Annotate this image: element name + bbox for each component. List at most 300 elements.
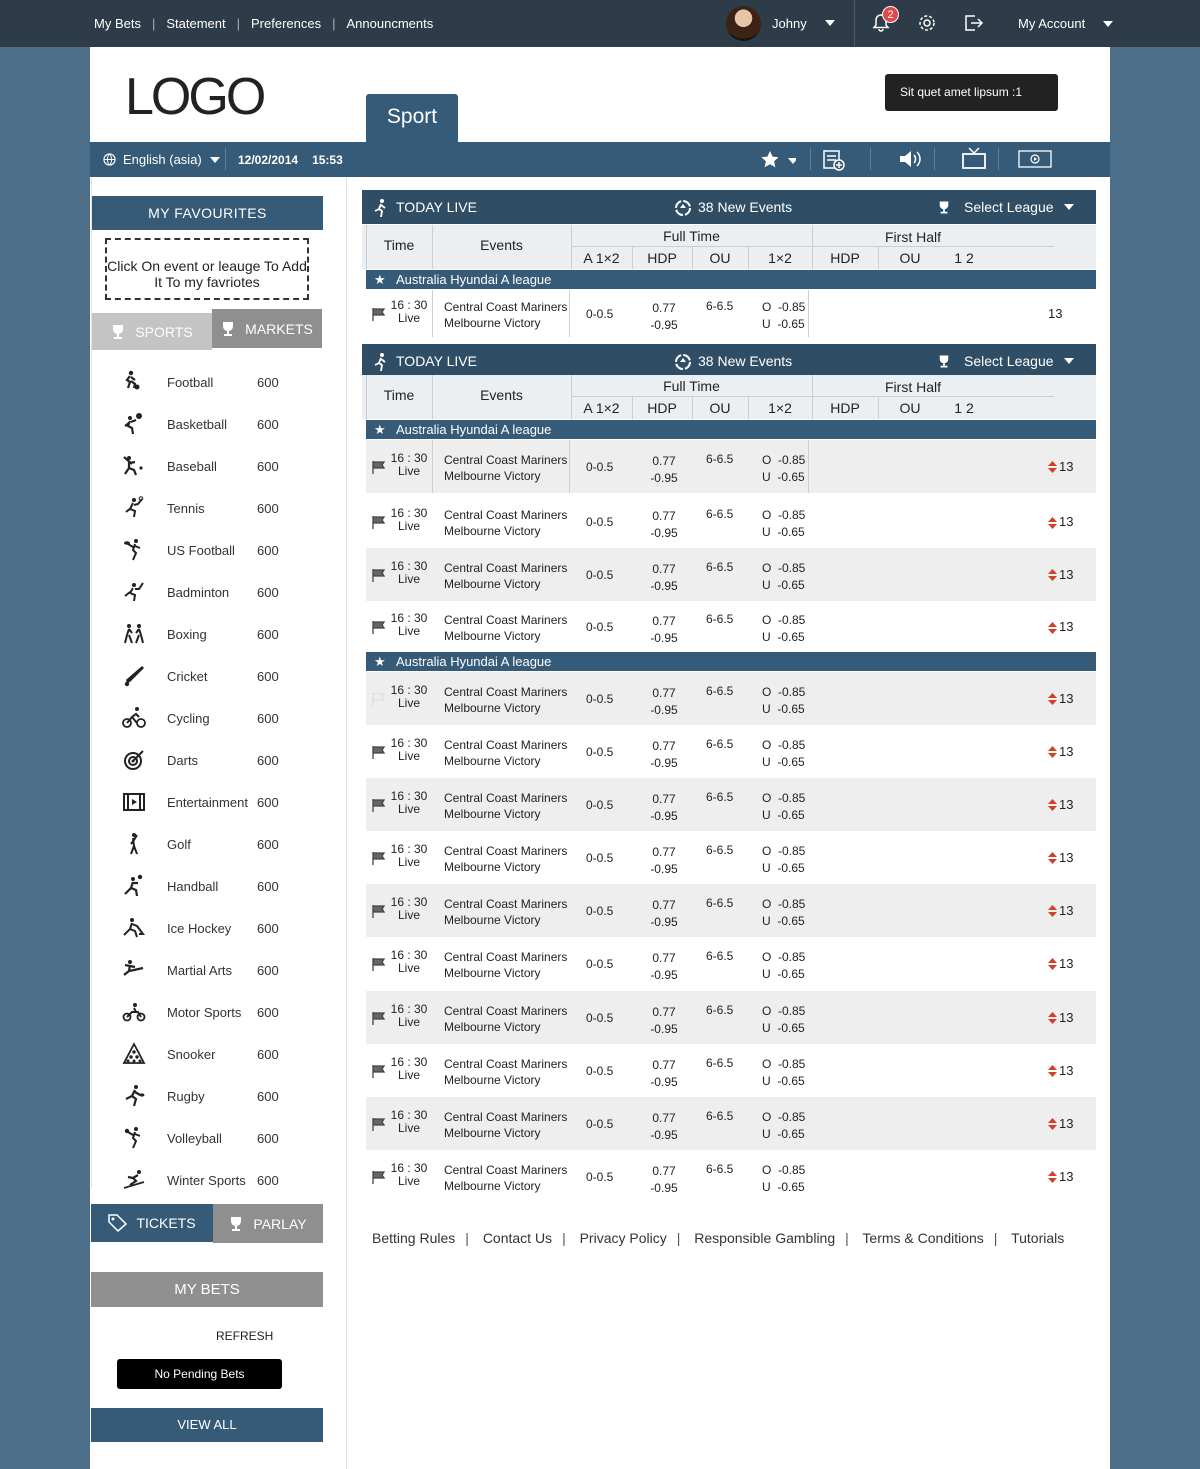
match-time	[390, 1003, 428, 1029]
under-odds[interactable]: U -0.65	[762, 1073, 805, 1088]
sidebar-item-badminton[interactable]	[121, 571, 311, 613]
sport-name: US Football	[167, 542, 235, 558]
odds-top[interactable]: 0.77	[652, 1004, 676, 1019]
pitch-icon[interactable]	[372, 1010, 386, 1026]
kickoff-time: 16 : 30	[390, 450, 428, 465]
odds-top[interactable]: 0.77	[652, 300, 676, 315]
pitch-icon[interactable]	[372, 797, 386, 813]
odds-bottom[interactable]: -0.95	[650, 702, 678, 717]
ou-odds[interactable]	[762, 684, 805, 718]
sidebar-item-entertainment[interactable]	[121, 781, 311, 823]
ou-line: 6-6.5	[706, 683, 734, 698]
odds-bottom[interactable]: -0.95	[650, 914, 678, 929]
over-odds[interactable]: O -0.85	[762, 299, 806, 314]
match-teams[interactable]	[444, 299, 567, 331]
more-markets[interactable]	[1048, 903, 1073, 918]
footer-responsible-gambling[interactable]: Responsible Gambling	[694, 1230, 836, 1246]
sidebar-item-us-football[interactable]	[121, 529, 311, 571]
table-row[interactable]	[366, 290, 1096, 337]
match-time	[390, 737, 428, 763]
more-markets[interactable]	[1048, 850, 1073, 865]
odds-top[interactable]: 0.77	[652, 1110, 676, 1125]
sport-name: Martial Arts	[167, 962, 233, 978]
ou-odds[interactable]	[762, 1109, 805, 1143]
more-markets-count: 13	[1059, 1168, 1074, 1184]
pitch-icon[interactable]	[372, 1169, 386, 1185]
over-odds[interactable]: O -0.85	[762, 1056, 806, 1071]
motor-sports-icon	[121, 999, 147, 1025]
volleyball-icon	[121, 1125, 147, 1151]
sidebar-item-snooker[interactable]	[121, 1033, 311, 1075]
nav-announcements[interactable]: Announcments	[346, 16, 434, 31]
over-odds[interactable]: O -0.85	[762, 508, 806, 522]
match-time	[390, 949, 428, 975]
hdp-odds[interactable]	[642, 950, 686, 984]
footer-contact-us[interactable]: Contact Us	[482, 1230, 553, 1246]
odds-bottom[interactable]: -0.95	[650, 317, 678, 332]
hdp-odds[interactable]	[642, 613, 686, 647]
table-row[interactable]	[366, 1097, 1096, 1150]
odds-table-header	[362, 375, 1096, 419]
tab-sports-label: SPORTS	[135, 323, 193, 340]
odds-top[interactable]: 0.77	[652, 791, 676, 806]
sidebar-item-baseball[interactable]	[121, 445, 311, 487]
favorites-star-icon[interactable]	[760, 150, 796, 170]
sport-name: Entertainment	[167, 794, 248, 810]
match-teams[interactable]	[444, 1109, 567, 1141]
footer-privacy-policy[interactable]: Privacy Policy	[579, 1230, 667, 1246]
more-markets[interactable]	[1048, 956, 1073, 971]
sport-count: 600	[257, 1130, 279, 1146]
match-teams[interactable]	[444, 1003, 567, 1035]
hdp-odds[interactable]	[642, 791, 686, 825]
odds-top[interactable]: 0.77	[652, 614, 676, 628]
match-teams[interactable]	[444, 790, 567, 822]
match-teams[interactable]	[444, 1056, 567, 1088]
league-header[interactable]	[366, 652, 1096, 671]
gear-icon[interactable]	[916, 12, 938, 34]
over-odds[interactable]: O -0.85	[762, 896, 806, 911]
ou-odds[interactable]	[762, 299, 805, 333]
more-markets[interactable]	[1048, 691, 1073, 706]
today-live-bar	[362, 190, 1096, 224]
over-odds[interactable]: O -0.85	[762, 1109, 806, 1124]
odds-change-icon	[1048, 958, 1057, 970]
grid-line	[808, 440, 809, 493]
main-panel	[90, 47, 1110, 1469]
hdp-odds[interactable]	[642, 561, 686, 595]
odds-bottom[interactable]: -0.95	[650, 578, 678, 593]
odds-bottom[interactable]: -0.95	[650, 1021, 678, 1036]
hdp-odds[interactable]	[642, 1163, 686, 1197]
table-row[interactable]	[366, 991, 1096, 1044]
col-sub-header: OU	[899, 400, 921, 416]
odds-change-icon	[1048, 569, 1057, 581]
navbar-divider	[225, 148, 226, 170]
nav-preferences[interactable]: Preferences	[251, 16, 322, 31]
basketball-icon	[121, 411, 147, 437]
col-sub-header: OU	[709, 250, 731, 266]
pitch-icon[interactable]	[372, 619, 386, 635]
more-markets[interactable]	[1048, 514, 1073, 529]
star-icon[interactable]: ★	[374, 422, 386, 437]
star-icon[interactable]: ★	[374, 654, 386, 669]
odds-bottom[interactable]: -0.95	[650, 755, 678, 770]
under-odds[interactable]: U -0.65	[762, 807, 805, 822]
user-menu[interactable]	[726, 5, 835, 41]
handball-icon	[121, 873, 147, 899]
league-header[interactable]	[366, 420, 1096, 439]
footer-betting-rules[interactable]: Betting Rules	[372, 1230, 456, 1246]
sport-count: 600	[257, 1046, 279, 1062]
ou-odds[interactable]	[762, 507, 805, 541]
match-teams[interactable]	[444, 612, 567, 644]
us-football-icon	[121, 537, 147, 563]
navbar-divider	[934, 148, 935, 170]
odds-bottom[interactable]: -0.95	[650, 470, 678, 485]
over-odds[interactable]: O -0.85	[762, 560, 806, 575]
odds-bottom[interactable]: -0.95	[650, 631, 678, 645]
hdp-odds[interactable]	[642, 844, 686, 878]
hdp-odds[interactable]	[642, 738, 686, 772]
pitch-icon[interactable]	[372, 459, 386, 475]
ou-odds[interactable]	[762, 1162, 805, 1196]
tab-parlay[interactable]	[213, 1204, 323, 1243]
table-row[interactable]	[366, 601, 1096, 653]
odds-top[interactable]: 0.77	[652, 561, 676, 576]
odds-top[interactable]: 0.77	[652, 844, 676, 859]
live-stream-icon[interactable]	[1018, 150, 1052, 170]
more-markets[interactable]	[1048, 1010, 1073, 1025]
sport-name: Basketball	[167, 416, 227, 432]
col-full-time: Full Time	[663, 378, 720, 394]
match-teams[interactable]	[444, 843, 567, 875]
pitch-icon[interactable]	[372, 1063, 386, 1079]
hdp-line: 0-0.5	[586, 1169, 614, 1184]
under-odds[interactable]: U -0.65	[762, 913, 805, 928]
odds-top[interactable]: 0.77	[652, 897, 676, 912]
footer-tutorials[interactable]: Tutorials	[1011, 1230, 1065, 1246]
tab-sport[interactable]: Sport	[366, 94, 458, 143]
more-markets[interactable]	[1048, 1169, 1073, 1184]
col-events: Events	[480, 237, 523, 253]
hdp-odds[interactable]	[642, 897, 686, 931]
table-row[interactable]	[366, 548, 1096, 601]
home-team: Central Coast Mariners	[444, 299, 568, 314]
more-markets[interactable]	[1048, 744, 1073, 759]
ou-odds[interactable]	[762, 790, 805, 824]
under-odds[interactable]: U -0.65	[762, 1020, 805, 1035]
view-all-button[interactable]: VIEW ALL	[91, 1408, 323, 1442]
nav-my-bets[interactable]: My Bets	[94, 16, 141, 31]
martial-arts-icon	[121, 957, 147, 983]
table-row[interactable]	[366, 1044, 1096, 1097]
ou-odds[interactable]	[762, 1056, 805, 1090]
recycle-icon	[674, 199, 692, 217]
table-row[interactable]	[366, 884, 1096, 937]
over-odds[interactable]: O -0.85	[762, 1162, 806, 1177]
sidebar-item-winter-sports[interactable]	[121, 1159, 311, 1201]
table-row[interactable]	[366, 440, 1096, 493]
globe-icon	[103, 153, 116, 166]
under-odds[interactable]: U -0.65	[762, 1179, 805, 1194]
over-odds[interactable]: O -0.85	[762, 843, 806, 858]
table-row[interactable]	[366, 937, 1096, 990]
my-account-menu[interactable]	[1018, 0, 1113, 47]
match-status: Live	[397, 463, 420, 478]
pitch-icon[interactable]	[372, 744, 386, 760]
sidebar-item-boxing[interactable]	[121, 613, 311, 655]
over-odds[interactable]: O -0.85	[762, 684, 806, 699]
sport-count: 600	[257, 668, 279, 684]
select-league-dropdown[interactable]	[938, 190, 1078, 224]
hdp-odds[interactable]	[642, 1057, 686, 1091]
odds-change-icon	[1048, 1171, 1057, 1183]
table-row[interactable]	[366, 496, 1096, 548]
more-markets[interactable]	[1048, 1063, 1073, 1078]
entertainment-icon	[121, 789, 147, 815]
sport-name: Cycling	[167, 710, 210, 726]
sidebar-item-tennis[interactable]	[121, 487, 311, 529]
away-team: Melbourne Victory	[444, 859, 541, 874]
table-row[interactable]	[366, 725, 1096, 778]
kickoff-time: 16 : 30	[390, 788, 428, 803]
odds-bottom[interactable]: -0.95	[650, 967, 678, 982]
ou-odds[interactable]	[762, 843, 805, 877]
over-odds[interactable]: O -0.85	[762, 949, 806, 964]
under-odds[interactable]: U -0.65	[762, 754, 805, 769]
over-odds[interactable]: O -0.85	[762, 790, 806, 805]
hdp-odds[interactable]	[642, 685, 686, 719]
under-odds[interactable]: U -0.65	[762, 577, 805, 592]
pitch-icon[interactable]	[372, 956, 386, 972]
ou-odds[interactable]	[762, 612, 805, 646]
ou-odds[interactable]	[762, 452, 805, 486]
language-select[interactable]	[103, 142, 220, 177]
pitch-icon[interactable]	[372, 567, 386, 583]
match-teams[interactable]	[444, 949, 567, 981]
tab-markets[interactable]	[212, 309, 322, 348]
under-odds[interactable]: U -0.65	[762, 316, 805, 331]
sidebar-item-football[interactable]	[121, 361, 311, 403]
betslip-add-icon[interactable]	[822, 148, 846, 172]
sidebar-item-rugby[interactable]	[121, 1075, 311, 1117]
odds-bottom[interactable]: -0.95	[650, 1074, 678, 1089]
over-odds[interactable]: O -0.85	[762, 613, 806, 627]
logo[interactable]: LOGO	[125, 68, 264, 126]
more-markets[interactable]	[1048, 797, 1073, 812]
more-markets-count: 13	[1048, 305, 1063, 321]
away-team: Melbourne Victory	[444, 912, 541, 927]
pitch-icon[interactable]	[372, 903, 386, 919]
over-odds[interactable]: O -0.85	[762, 1003, 806, 1018]
league-header[interactable]	[366, 270, 1096, 289]
new-events-count[interactable]: 38 New Events	[698, 353, 793, 369]
sport-name: Winter Sports	[167, 1172, 246, 1188]
match-status: Live	[397, 748, 420, 763]
chevron-down-icon	[1103, 21, 1113, 27]
sport-count: 600	[257, 1172, 279, 1188]
odds-top[interactable]: 0.77	[652, 738, 676, 753]
odds-table-header	[362, 225, 1096, 269]
pitch-icon[interactable]	[372, 514, 386, 530]
away-team: Melbourne Victory	[444, 1019, 541, 1034]
ou-line: 6-6.5	[706, 559, 734, 574]
odds-bottom[interactable]: -0.95	[650, 808, 678, 823]
footer-links: Betting Rules | Contact Us | Privacy Policy | Responsible Gambling | Terms & Conditions | Tutorials	[372, 1230, 1065, 1246]
trophy-icon	[938, 354, 950, 369]
odds-bottom[interactable]: -0.95	[650, 1127, 678, 1142]
odds-change-icon	[1048, 1118, 1057, 1130]
col-first-half: First Half	[885, 379, 941, 395]
home-team: Central Coast Mariners	[444, 560, 568, 575]
match-teams[interactable]	[444, 560, 567, 592]
pitch-icon[interactable]	[372, 850, 386, 866]
star-icon[interactable]: ★	[374, 272, 386, 287]
hdp-odds[interactable]	[642, 1110, 686, 1144]
refresh-button[interactable]: REFRESH	[216, 1329, 274, 1343]
pitch-icon[interactable]	[372, 691, 386, 707]
favourites-dropzone[interactable]: Click On event or leauge To Add It To my favriotes	[105, 238, 309, 300]
more-markets-count: 13	[1059, 796, 1074, 812]
sport-count: 600	[257, 542, 279, 558]
col-sub-header: A 1×2	[583, 250, 620, 266]
sport-name: Volleyball	[167, 1130, 222, 1146]
home-team: Central Coast Mariners	[444, 452, 568, 467]
pitch-icon[interactable]	[372, 1116, 386, 1132]
odds-bottom[interactable]: -0.95	[650, 861, 678, 876]
odds-top[interactable]: 0.77	[652, 453, 676, 468]
under-odds[interactable]: U -0.65	[762, 630, 805, 644]
logout-icon[interactable]	[962, 12, 984, 34]
ou-line: 6-6.5	[706, 1161, 734, 1176]
hdp-odds[interactable]	[642, 453, 686, 487]
odds-top[interactable]: 0.77	[652, 685, 676, 700]
more-markets[interactable]	[1048, 1116, 1073, 1131]
new-events-count[interactable]: 38 New Events	[698, 199, 793, 215]
tv-icon[interactable]	[961, 147, 987, 171]
baseball-icon	[121, 453, 147, 479]
ou-odds[interactable]	[762, 949, 805, 983]
trophy-icon	[229, 1216, 243, 1232]
nav-statement[interactable]: Statement	[166, 16, 226, 31]
odds-bottom[interactable]: -0.95	[650, 526, 678, 540]
sport-count: 600	[257, 752, 279, 768]
sidebar-item-martial-arts[interactable]	[121, 949, 311, 991]
sidebar-item-motor-sports[interactable]	[121, 991, 311, 1033]
col-sub-header: 1 2	[954, 400, 974, 416]
match-time	[390, 560, 428, 586]
content-divider	[346, 178, 347, 1469]
top-divider	[854, 0, 855, 47]
odds-bottom[interactable]: -0.95	[650, 1180, 678, 1195]
sidebar-item-cricket[interactable]	[121, 655, 311, 697]
hdp-odds[interactable]	[642, 508, 686, 542]
hdp-line: 0-0.5	[586, 459, 614, 474]
under-odds[interactable]: U -0.65	[762, 701, 805, 716]
match-teams[interactable]	[444, 737, 567, 769]
away-team: Melbourne Victory	[444, 576, 541, 591]
sport-count: 600	[257, 458, 279, 474]
ou-line: 6-6.5	[706, 736, 734, 751]
tab-tickets[interactable]	[91, 1204, 213, 1242]
match-status: Live	[397, 695, 420, 710]
odds-top[interactable]: 0.77	[652, 1057, 676, 1072]
kickoff-time: 16 : 30	[390, 894, 428, 909]
match-teams[interactable]	[444, 452, 567, 484]
match-teams[interactable]	[444, 684, 567, 716]
sidebar-item-basketball[interactable]	[121, 403, 311, 445]
tab-sports[interactable]	[92, 313, 212, 350]
hdp-odds[interactable]	[642, 300, 686, 334]
odds-top[interactable]: 0.77	[652, 1163, 676, 1178]
sidebar-item-golf[interactable]	[121, 823, 311, 865]
away-team: Melbourne Victory	[444, 524, 541, 538]
home-team: Central Coast Mariners	[444, 790, 568, 805]
ou-odds[interactable]	[762, 1003, 805, 1037]
ou-odds[interactable]	[762, 896, 805, 930]
speaker-icon[interactable]	[898, 148, 922, 170]
more-markets-count: 13	[1059, 514, 1074, 529]
more-markets[interactable]	[1048, 567, 1073, 582]
table-row[interactable]	[366, 672, 1096, 725]
select-league-dropdown[interactable]	[938, 344, 1078, 378]
under-odds[interactable]: U -0.65	[762, 860, 805, 875]
sport-name: Motor Sports	[167, 1004, 242, 1020]
navbar-divider	[810, 148, 811, 170]
under-odds[interactable]: U -0.65	[762, 966, 805, 981]
away-team: Melbourne Victory	[444, 629, 541, 643]
sidebar-item-darts[interactable]	[121, 739, 311, 781]
match-teams[interactable]	[444, 507, 567, 539]
sport-name: Rugby	[167, 1088, 205, 1104]
sidebar-item-cycling[interactable]	[121, 697, 311, 739]
ou-odds[interactable]	[762, 560, 805, 594]
more-markets-count: 13	[1059, 902, 1074, 918]
more-markets[interactable]	[1048, 306, 1062, 321]
table-row[interactable]	[366, 1150, 1096, 1203]
more-markets[interactable]	[1048, 619, 1073, 634]
footer-terms[interactable]: Terms & Conditions	[862, 1230, 984, 1246]
ou-odds[interactable]	[762, 737, 805, 771]
sport-count: 600	[257, 1004, 279, 1020]
match-time	[390, 507, 428, 533]
over-odds[interactable]: O -0.85	[762, 452, 806, 467]
match-teams[interactable]	[444, 896, 567, 928]
match-time	[390, 1056, 428, 1082]
pitch-icon[interactable]	[372, 306, 386, 322]
sport-count: 600	[257, 500, 279, 516]
under-odds[interactable]: U -0.65	[762, 469, 805, 484]
sport-count: 600	[257, 920, 279, 936]
over-odds[interactable]: O -0.85	[762, 737, 806, 752]
col-first-half: First Half	[885, 229, 941, 245]
more-markets[interactable]	[1048, 459, 1073, 474]
under-odds[interactable]: U -0.65	[762, 525, 805, 539]
match-teams[interactable]	[444, 1162, 567, 1194]
odds-top[interactable]: 0.77	[652, 509, 676, 523]
table-row[interactable]	[366, 778, 1096, 831]
sidebar-item-ice-hockey[interactable]	[121, 907, 311, 949]
sport-name: Snooker	[167, 1046, 216, 1062]
table-row[interactable]	[366, 831, 1096, 884]
ou-line: 6-6.5	[706, 789, 734, 804]
under-odds[interactable]: U -0.65	[762, 1126, 805, 1141]
sidebar-item-handball[interactable]	[121, 865, 311, 907]
odds-top[interactable]: 0.77	[652, 950, 676, 965]
sidebar-item-volleyball[interactable]	[121, 1117, 311, 1159]
hdp-odds[interactable]	[642, 1004, 686, 1038]
